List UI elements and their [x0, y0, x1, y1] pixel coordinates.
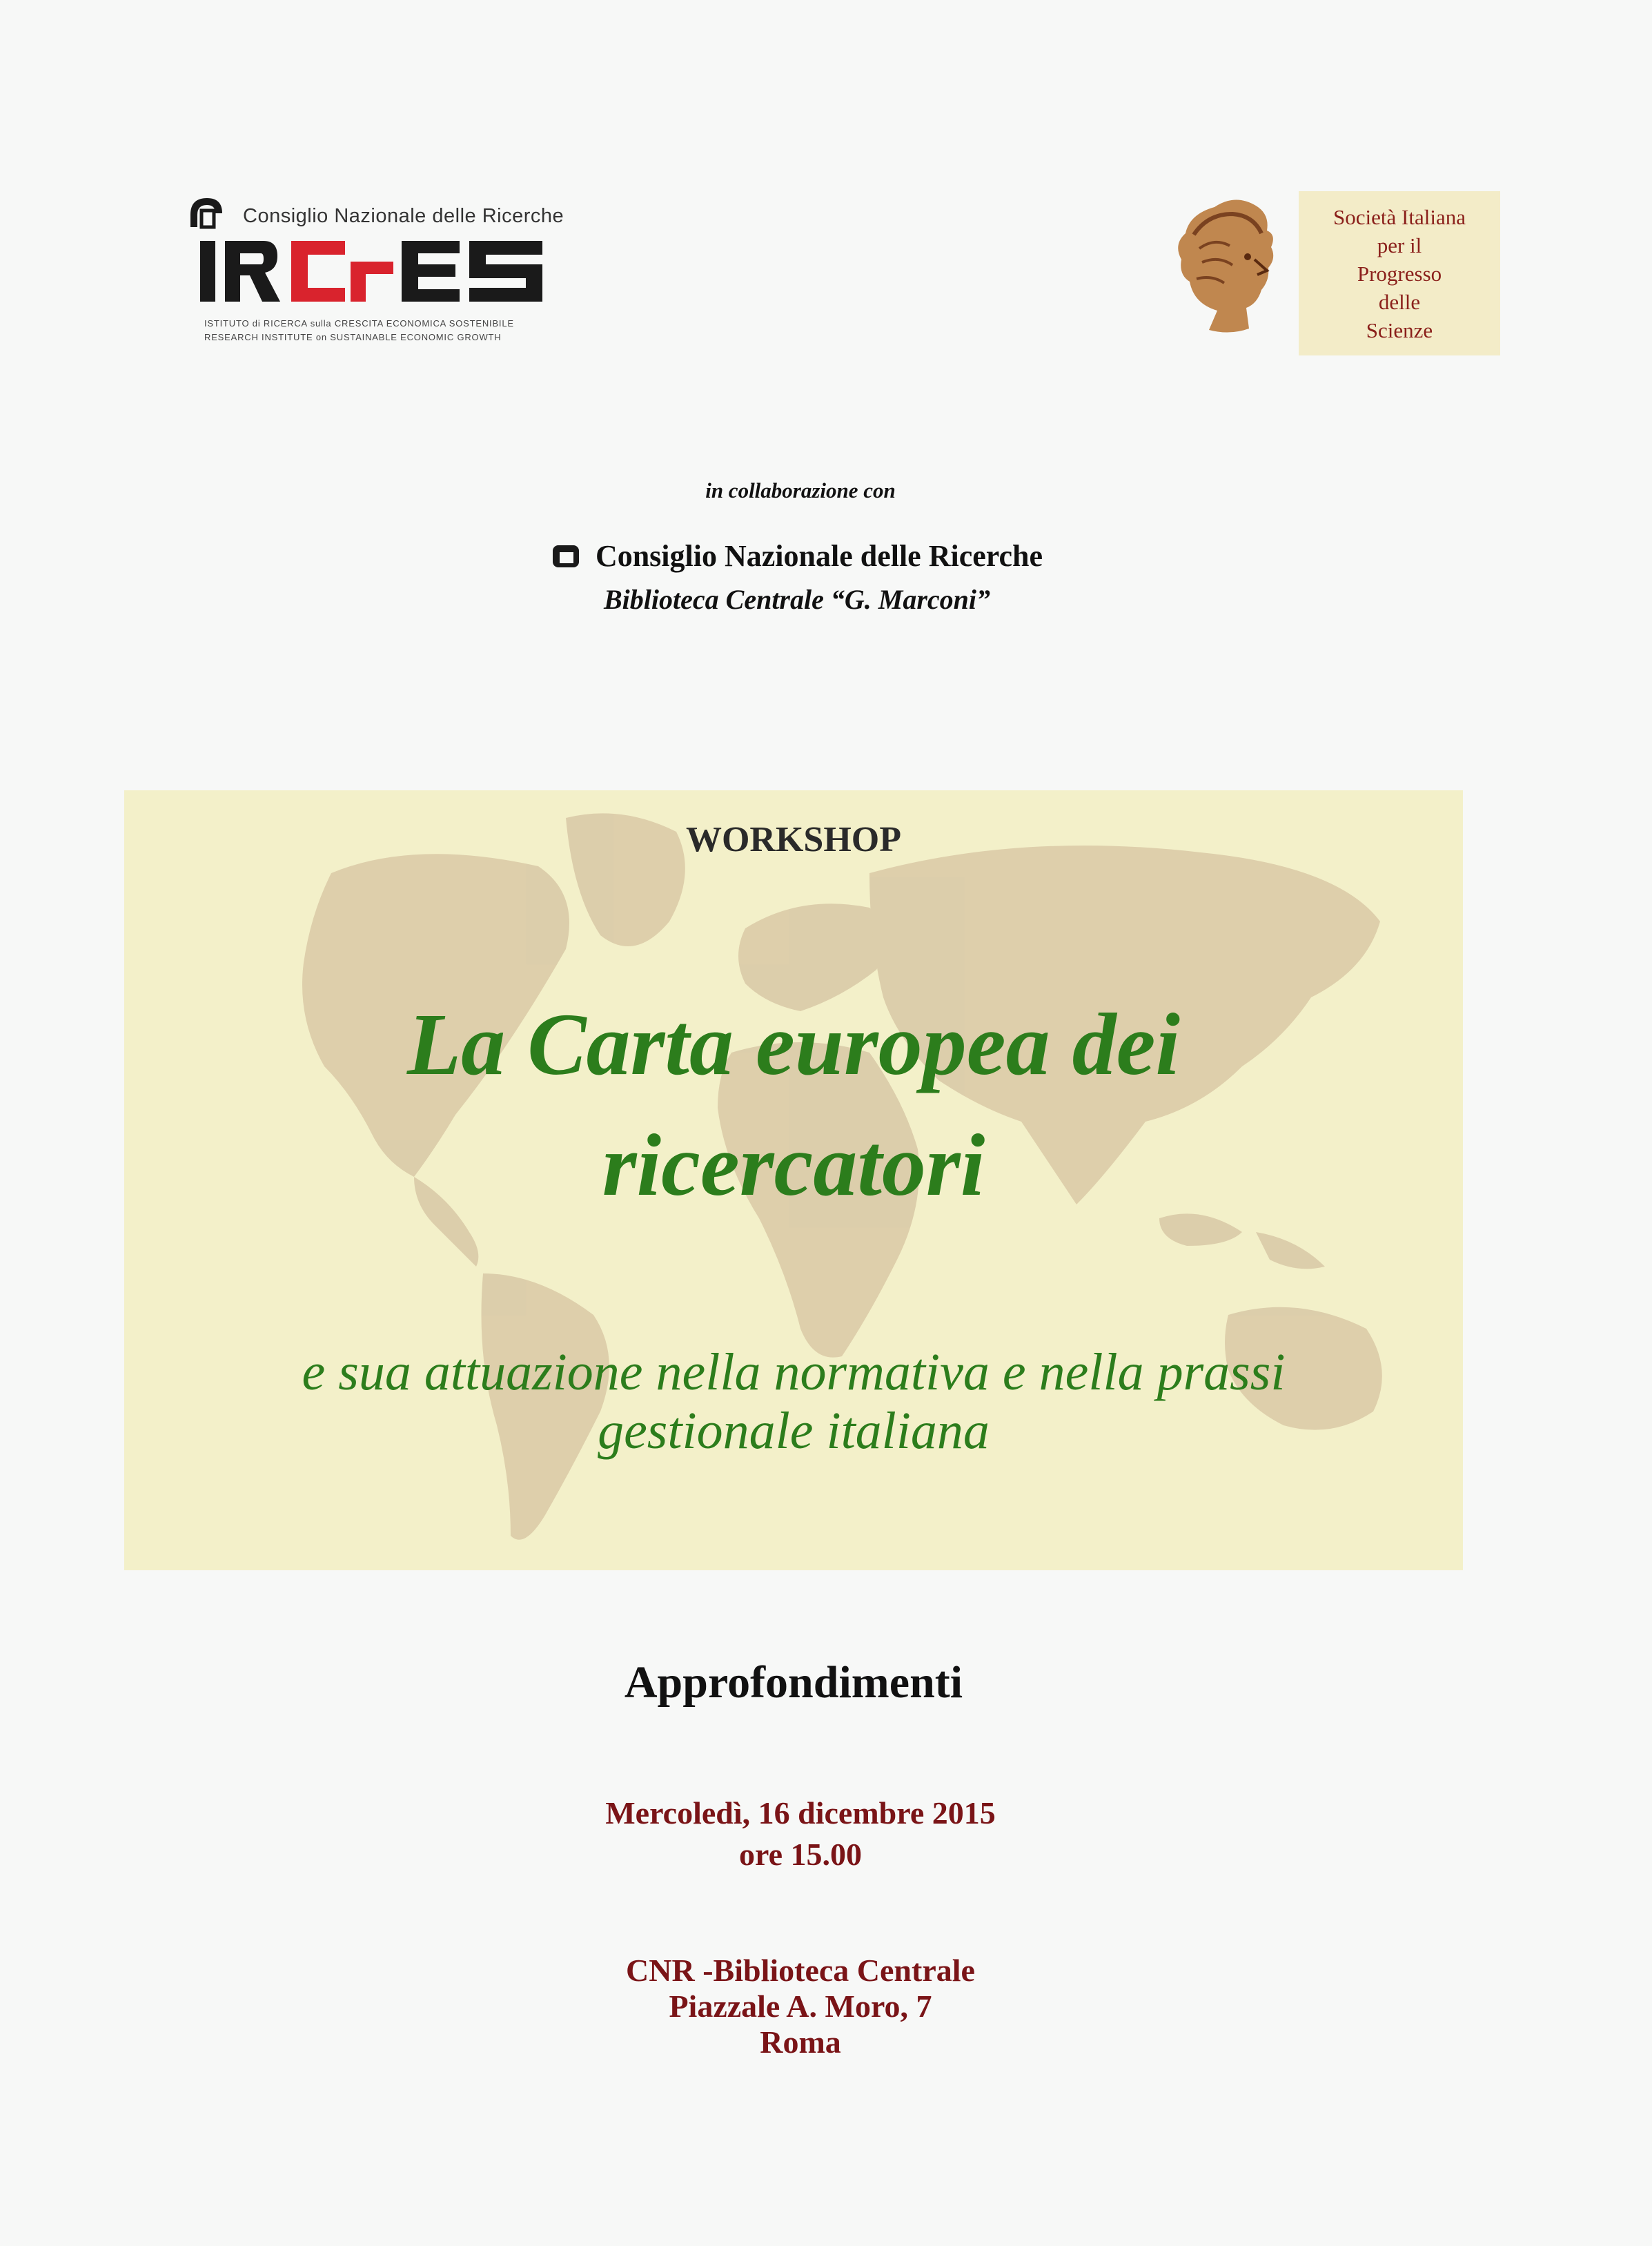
sips-name-line: per il — [1377, 233, 1422, 257]
event-title-line-1: La Carta europea dei — [407, 995, 1180, 1093]
ircres-subline-italian: ISTITUTO di RICERCA sulla CRESCITA ECONOMICA SOSTENIBILE — [204, 318, 514, 329]
event-time: ore 15.00 — [738, 1837, 862, 1872]
cnr-logo-icon — [186, 194, 226, 231]
event-date: Mercoledì, 16 dicembre 2015 — [605, 1795, 996, 1830]
venue-address: Piazzale A. Moro, 7 — [669, 1989, 932, 2024]
event-subtitle-line-2: gestionale italiana — [598, 1402, 990, 1460]
ircres-logo — [186, 190, 564, 362]
ircres-org-name: Consiglio Nazionale delle Ricerche — [243, 205, 564, 227]
ircres-wordmark — [200, 238, 545, 307]
venue-city: Roma — [760, 2024, 841, 2060]
ircres-subline-english: RESEARCH INSTITUTE on SUSTAINABLE ECONOMIC GROWTH — [204, 332, 502, 342]
workshop-banner — [124, 790, 1463, 1570]
library-name — [0, 583, 1594, 616]
workshop-kicker: WORKSHOP — [685, 820, 902, 859]
sips-name-box — [1299, 191, 1500, 355]
sips-head-engraving-icon — [1166, 193, 1290, 338]
sips-name-line: Scienze — [1366, 318, 1433, 342]
sips-name-line: Società Italiana — [1333, 204, 1466, 229]
cnr-org-line — [0, 538, 1594, 574]
event-title-line-2: ricercatori — [602, 1116, 985, 1214]
section-heading: Approfondimenti — [624, 1657, 963, 1708]
sips-name-line: delle — [1378, 289, 1421, 314]
venue-name: CNR -Biblioteca Centrale — [626, 1953, 975, 1988]
collaboration-label: in collaborazione con — [705, 478, 896, 502]
cnr-org-name: Consiglio Nazionale delle Ricerche — [595, 539, 1043, 573]
cnr-logo-icon — [551, 541, 582, 569]
event-subtitle-line-1: e sua attuazione nella normativa e nella prassi — [302, 1343, 1286, 1401]
library-name-text: Biblioteca Centrale “G. Marconi” — [604, 584, 990, 615]
sips-name-line: Progresso — [1357, 261, 1442, 286]
